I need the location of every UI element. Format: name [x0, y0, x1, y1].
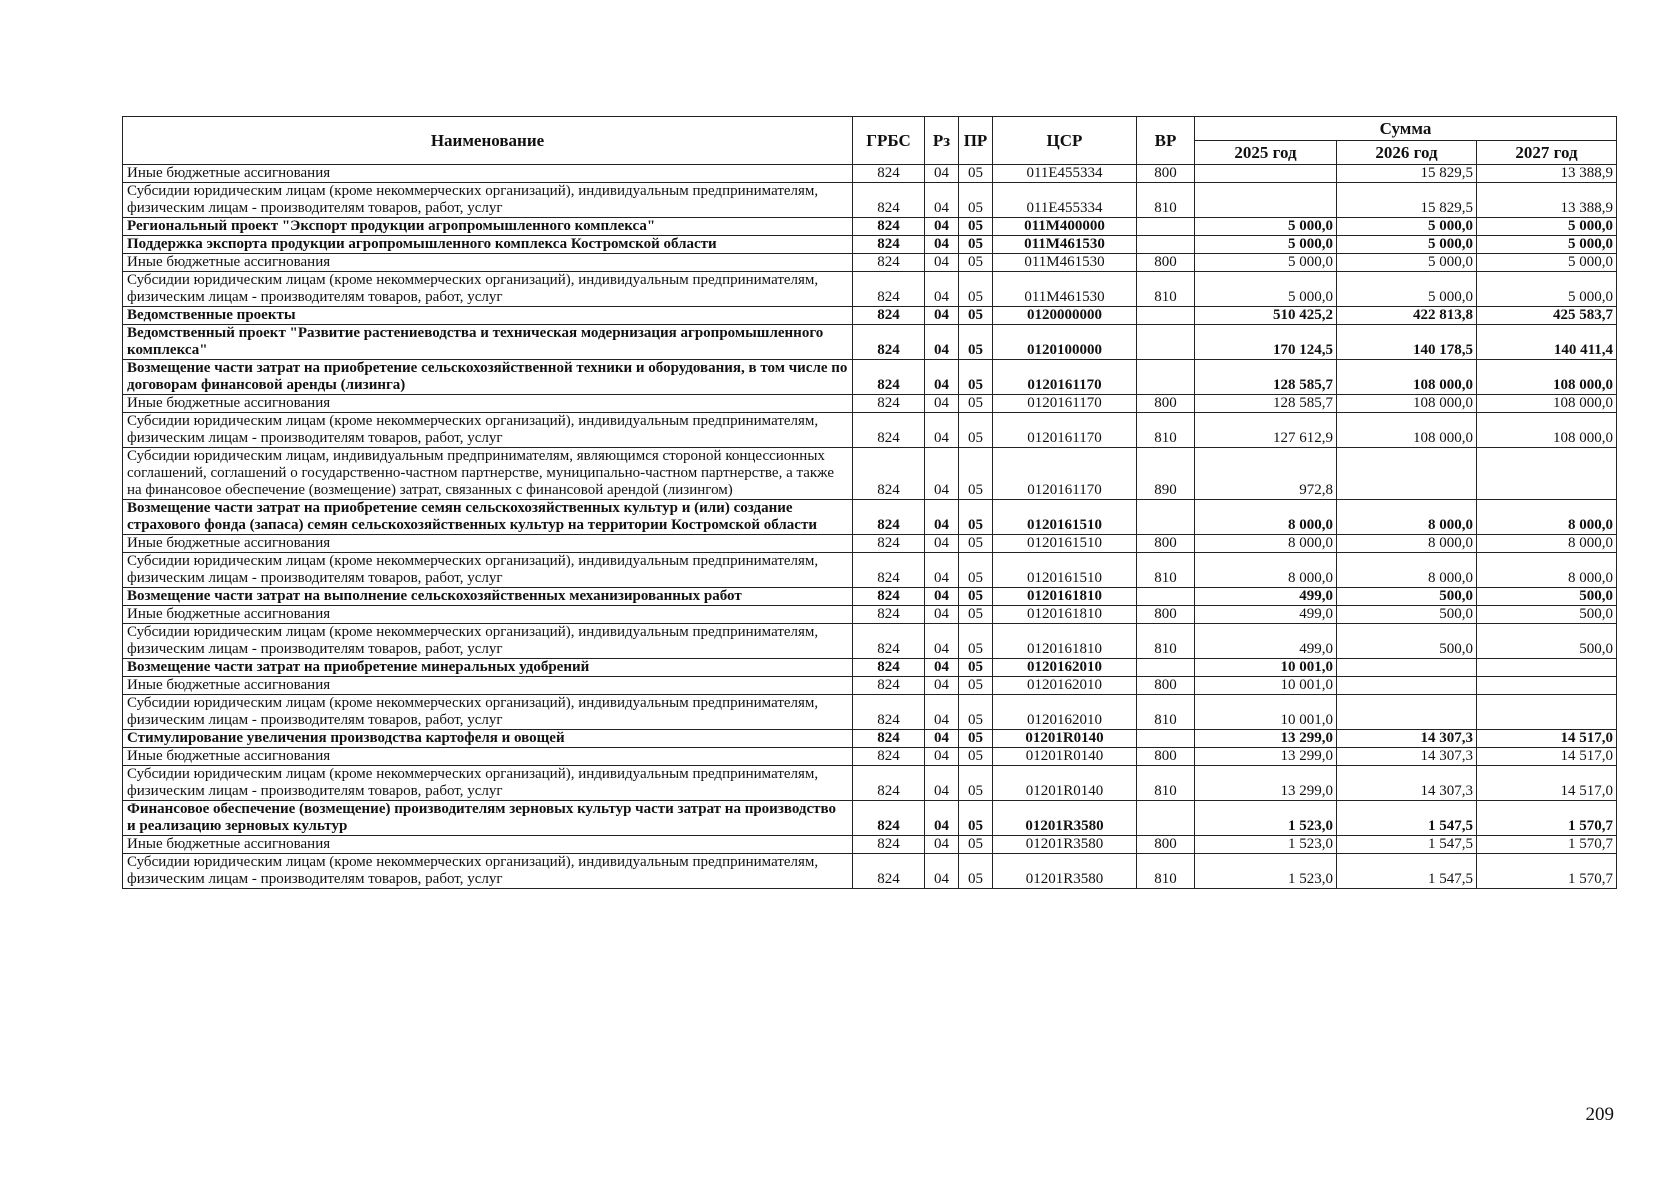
cell-sum-2025: 10 001,0: [1195, 695, 1337, 730]
table-row: [123, 606, 1617, 624]
page-number: 209: [1585, 1104, 1614, 1125]
cell-pr: 05: [959, 535, 993, 553]
cell-grbs: 824: [853, 307, 925, 325]
table-row: [123, 236, 1617, 254]
cell-rz: 04: [925, 677, 959, 695]
cell-vr: 810: [1137, 695, 1195, 730]
cell-pr: 05: [959, 307, 993, 325]
cell-name: Субсидии юридическим лицам (кроме некоммерческих организаций), индивидуальным предпринимателям, физическим лицам - производителям товаров, работ, услуг: [123, 413, 853, 448]
cell-vr: 890: [1137, 448, 1195, 500]
cell-pr: 05: [959, 854, 993, 889]
cell-sum-2027: 5 000,0: [1477, 218, 1617, 236]
cell-csr: 01201R3580: [993, 836, 1137, 854]
table-row: [123, 218, 1617, 236]
cell-name: Поддержка экспорта продукции агропромышленного комплекса Костромской области: [123, 236, 853, 254]
cell-sum-2026: 422 813,8: [1337, 307, 1477, 325]
cell-name: Стимулирование увеличения производства картофеля и овощей: [123, 730, 853, 748]
cell-sum-2026: 108 000,0: [1337, 360, 1477, 395]
cell-name: Ведомственный проект "Развитие растениеводства и техническая модернизация агропромышленного комплекса": [123, 325, 853, 360]
budget-table: [122, 116, 1617, 889]
cell-pr: 05: [959, 766, 993, 801]
cell-name: Возмещение части затрат на выполнение сельскохозяйственных механизированных работ: [123, 588, 853, 606]
cell-sum-2027: 140 411,4: [1477, 325, 1617, 360]
cell-csr: 011E455334: [993, 165, 1137, 183]
table-row: [123, 659, 1617, 677]
table-row: [123, 535, 1617, 553]
cell-grbs: 824: [853, 801, 925, 836]
cell-name: Ведомственные проекты: [123, 307, 853, 325]
cell-vr: [1137, 500, 1195, 535]
cell-vr: 800: [1137, 535, 1195, 553]
cell-vr: 810: [1137, 183, 1195, 218]
cell-sum-2026: 140 178,5: [1337, 325, 1477, 360]
cell-sum-2026: [1337, 677, 1477, 695]
cell-sum-2027: [1477, 448, 1617, 500]
cell-sum-2027: 108 000,0: [1477, 360, 1617, 395]
cell-grbs: 824: [853, 659, 925, 677]
cell-vr: 800: [1137, 748, 1195, 766]
cell-pr: 05: [959, 272, 993, 307]
table-row: [123, 272, 1617, 307]
cell-sum-2025: 13 299,0: [1195, 766, 1337, 801]
cell-rz: 04: [925, 695, 959, 730]
table-row: [123, 448, 1617, 500]
cell-rz: 04: [925, 395, 959, 413]
cell-vr: [1137, 588, 1195, 606]
cell-sum-2025: 128 585,7: [1195, 395, 1337, 413]
table-row: [123, 730, 1617, 748]
cell-grbs: 824: [853, 854, 925, 889]
cell-name: Субсидии юридическим лицам, индивидуальным предпринимателям, являющимся стороной концессионных соглашений, соглашений о государственно-частном партнерстве, муниципально-частном партнерстве, а также на финансовое обеспечение (возмещение) затрат, связанных с финансовой арендой (лизингом): [123, 448, 853, 500]
cell-sum-2027: [1477, 659, 1617, 677]
cell-name: Иные бюджетные ассигнования: [123, 748, 853, 766]
cell-sum-2026: 1 547,5: [1337, 836, 1477, 854]
cell-rz: 04: [925, 836, 959, 854]
cell-sum-2027: [1477, 677, 1617, 695]
cell-csr: 0120162010: [993, 659, 1137, 677]
cell-sum-2025: 5 000,0: [1195, 218, 1337, 236]
cell-rz: 04: [925, 448, 959, 500]
cell-csr: 0120161170: [993, 395, 1137, 413]
cell-pr: 05: [959, 730, 993, 748]
cell-sum-2025: 499,0: [1195, 624, 1337, 659]
cell-vr: 810: [1137, 553, 1195, 588]
cell-sum-2027: 500,0: [1477, 606, 1617, 624]
cell-sum-2027: 13 388,9: [1477, 165, 1617, 183]
table-row: [123, 395, 1617, 413]
cell-sum-2027: 14 517,0: [1477, 766, 1617, 801]
cell-grbs: 824: [853, 730, 925, 748]
cell-rz: 04: [925, 183, 959, 218]
cell-name: Иные бюджетные ассигнования: [123, 535, 853, 553]
cell-rz: 04: [925, 606, 959, 624]
cell-vr: [1137, 218, 1195, 236]
cell-csr: 0120161510: [993, 535, 1137, 553]
cell-vr: [1137, 801, 1195, 836]
cell-csr: 01201R0140: [993, 748, 1137, 766]
cell-sum-2026: 15 829,5: [1337, 183, 1477, 218]
table-row: [123, 413, 1617, 448]
cell-name: Иные бюджетные ассигнования: [123, 254, 853, 272]
cell-sum-2025: 1 523,0: [1195, 836, 1337, 854]
cell-sum-2025: 499,0: [1195, 588, 1337, 606]
cell-rz: 04: [925, 624, 959, 659]
cell-sum-2025: 10 001,0: [1195, 677, 1337, 695]
cell-vr: 810: [1137, 624, 1195, 659]
table-row: [123, 307, 1617, 325]
table-row: [123, 500, 1617, 535]
cell-grbs: 824: [853, 218, 925, 236]
cell-sum-2026: 8 000,0: [1337, 535, 1477, 553]
cell-sum-2026: 8 000,0: [1337, 500, 1477, 535]
cell-sum-2027: 14 517,0: [1477, 730, 1617, 748]
table-row: [123, 677, 1617, 695]
cell-pr: 05: [959, 659, 993, 677]
cell-sum-2026: 108 000,0: [1337, 413, 1477, 448]
table-row: [123, 588, 1617, 606]
cell-sum-2026: 1 547,5: [1337, 854, 1477, 889]
cell-rz: 04: [925, 535, 959, 553]
cell-name: Субсидии юридическим лицам (кроме некоммерческих организаций), индивидуальным предпринимателям, физическим лицам - производителям товаров, работ, услуг: [123, 183, 853, 218]
cell-rz: 04: [925, 360, 959, 395]
cell-rz: 04: [925, 236, 959, 254]
cell-pr: 05: [959, 748, 993, 766]
cell-sum-2027: 5 000,0: [1477, 254, 1617, 272]
cell-sum-2025: 499,0: [1195, 606, 1337, 624]
table-row: [123, 165, 1617, 183]
cell-pr: 05: [959, 588, 993, 606]
cell-csr: 0120161810: [993, 624, 1137, 659]
cell-rz: 04: [925, 730, 959, 748]
cell-sum-2025: 8 000,0: [1195, 553, 1337, 588]
cell-vr: [1137, 325, 1195, 360]
cell-name: Иные бюджетные ассигнования: [123, 677, 853, 695]
cell-pr: 05: [959, 165, 993, 183]
cell-name: Иные бюджетные ассигнования: [123, 836, 853, 854]
table-row: [123, 325, 1617, 360]
cell-sum-2025: 5 000,0: [1195, 236, 1337, 254]
cell-grbs: 824: [853, 836, 925, 854]
cell-pr: 05: [959, 218, 993, 236]
cell-csr: 0120162010: [993, 695, 1137, 730]
cell-vr: [1137, 307, 1195, 325]
cell-grbs: 824: [853, 236, 925, 254]
cell-grbs: 824: [853, 413, 925, 448]
cell-csr: 0120161810: [993, 588, 1137, 606]
cell-sum-2026: 5 000,0: [1337, 272, 1477, 307]
cell-sum-2025: 1 523,0: [1195, 801, 1337, 836]
header-rz: Рз: [925, 117, 959, 165]
cell-grbs: 824: [853, 748, 925, 766]
cell-sum-2026: 108 000,0: [1337, 395, 1477, 413]
cell-vr: 800: [1137, 677, 1195, 695]
cell-sum-2027: [1477, 695, 1617, 730]
cell-rz: 04: [925, 254, 959, 272]
table-row: [123, 695, 1617, 730]
cell-rz: 04: [925, 766, 959, 801]
cell-grbs: 824: [853, 695, 925, 730]
cell-sum-2026: [1337, 448, 1477, 500]
cell-vr: [1137, 730, 1195, 748]
cell-name: Региональный проект "Экспорт продукции агропромышленного комплекса": [123, 218, 853, 236]
cell-vr: 810: [1137, 272, 1195, 307]
cell-sum-2026: 500,0: [1337, 606, 1477, 624]
cell-name: Субсидии юридическим лицам (кроме некоммерческих организаций), индивидуальным предпринимателям, физическим лицам - производителям товаров, работ, услуг: [123, 766, 853, 801]
cell-rz: 04: [925, 218, 959, 236]
cell-rz: 04: [925, 801, 959, 836]
cell-sum-2027: 13 388,9: [1477, 183, 1617, 218]
cell-sum-2027: 14 517,0: [1477, 748, 1617, 766]
table-body: [123, 165, 1617, 889]
cell-pr: 05: [959, 500, 993, 535]
cell-rz: 04: [925, 659, 959, 677]
cell-sum-2027: 1 570,7: [1477, 836, 1617, 854]
cell-sum-2027: 425 583,7: [1477, 307, 1617, 325]
cell-name: Возмещение части затрат на приобретение семян сельскохозяйственных культур и (или) создание страхового фонда (запаса) семян сельскохозяйственных культур на территории Костромской области: [123, 500, 853, 535]
cell-sum-2026: [1337, 659, 1477, 677]
cell-grbs: 824: [853, 165, 925, 183]
table-header: [123, 117, 1617, 165]
cell-sum-2027: 108 000,0: [1477, 413, 1617, 448]
cell-csr: 0120161170: [993, 360, 1137, 395]
cell-sum-2025: 13 299,0: [1195, 730, 1337, 748]
cell-pr: 05: [959, 325, 993, 360]
header-vr: ВР: [1137, 117, 1195, 165]
cell-csr: 01201R3580: [993, 801, 1137, 836]
cell-vr: [1137, 236, 1195, 254]
cell-grbs: 824: [853, 272, 925, 307]
cell-vr: 800: [1137, 606, 1195, 624]
header-year-2027: 2027 год: [1477, 141, 1617, 165]
cell-rz: 04: [925, 272, 959, 307]
cell-rz: 04: [925, 854, 959, 889]
cell-csr: 01201R0140: [993, 766, 1137, 801]
cell-name: Субсидии юридическим лицам (кроме некоммерческих организаций), индивидуальным предпринимателям, физическим лицам - производителям товаров, работ, услуг: [123, 624, 853, 659]
cell-sum-2025: 10 001,0: [1195, 659, 1337, 677]
cell-pr: 05: [959, 254, 993, 272]
cell-sum-2027: 500,0: [1477, 624, 1617, 659]
cell-csr: 0120161510: [993, 500, 1137, 535]
cell-vr: 810: [1137, 854, 1195, 889]
cell-pr: 05: [959, 413, 993, 448]
cell-pr: 05: [959, 606, 993, 624]
cell-sum-2026: 500,0: [1337, 588, 1477, 606]
cell-sum-2025: 5 000,0: [1195, 254, 1337, 272]
cell-vr: 800: [1137, 254, 1195, 272]
cell-name: Иные бюджетные ассигнования: [123, 395, 853, 413]
cell-sum-2025: 510 425,2: [1195, 307, 1337, 325]
cell-vr: 810: [1137, 413, 1195, 448]
header-pr: ПР: [959, 117, 993, 165]
cell-pr: 05: [959, 360, 993, 395]
header-csr: ЦСР: [993, 117, 1137, 165]
header-sum: Сумма: [1195, 117, 1617, 141]
cell-rz: 04: [925, 413, 959, 448]
cell-grbs: 824: [853, 395, 925, 413]
cell-pr: 05: [959, 836, 993, 854]
cell-rz: 04: [925, 588, 959, 606]
cell-grbs: 824: [853, 766, 925, 801]
cell-pr: 05: [959, 395, 993, 413]
table-row: [123, 854, 1617, 889]
cell-csr: 011M461530: [993, 236, 1137, 254]
cell-name: Субсидии юридическим лицам (кроме некоммерческих организаций), индивидуальным предпринимателям, физическим лицам - производителям товаров, работ, услуг: [123, 553, 853, 588]
table-row: [123, 836, 1617, 854]
cell-name: Возмещение части затрат на приобретение сельскохозяйственной техники и оборудования, в том числе по договорам финансовой аренды (лизинга): [123, 360, 853, 395]
cell-csr: 01201R0140: [993, 730, 1137, 748]
table-row: [123, 360, 1617, 395]
cell-vr: [1137, 360, 1195, 395]
cell-csr: 0120162010: [993, 677, 1137, 695]
cell-name: Субсидии юридическим лицам (кроме некоммерческих организаций), индивидуальным предпринимателям, физическим лицам - производителям товаров, работ, услуг: [123, 854, 853, 889]
cell-csr: 0120100000: [993, 325, 1137, 360]
cell-name: Финансовое обеспечение (возмещение) производителям зерновых культур части затрат на производство и реализацию зерновых культур: [123, 801, 853, 836]
cell-sum-2025: 1 523,0: [1195, 854, 1337, 889]
cell-csr: 0120000000: [993, 307, 1137, 325]
cell-rz: 04: [925, 165, 959, 183]
header-year-2026: 2026 год: [1337, 141, 1477, 165]
cell-sum-2025: [1195, 165, 1337, 183]
cell-pr: 05: [959, 677, 993, 695]
cell-name: Иные бюджетные ассигнования: [123, 606, 853, 624]
cell-sum-2025: 972,8: [1195, 448, 1337, 500]
cell-sum-2026: 15 829,5: [1337, 165, 1477, 183]
cell-pr: 05: [959, 624, 993, 659]
cell-sum-2025: 5 000,0: [1195, 272, 1337, 307]
cell-rz: 04: [925, 748, 959, 766]
cell-rz: 04: [925, 325, 959, 360]
cell-sum-2026: 1 547,5: [1337, 801, 1477, 836]
cell-sum-2026: 14 307,3: [1337, 748, 1477, 766]
cell-sum-2027: 5 000,0: [1477, 272, 1617, 307]
cell-pr: 05: [959, 553, 993, 588]
cell-sum-2027: 1 570,7: [1477, 854, 1617, 889]
cell-csr: 011E455334: [993, 183, 1137, 218]
cell-vr: 800: [1137, 395, 1195, 413]
cell-sum-2027: 500,0: [1477, 588, 1617, 606]
cell-csr: 011M461530: [993, 272, 1137, 307]
cell-sum-2027: 1 570,7: [1477, 801, 1617, 836]
cell-csr: 0120161170: [993, 448, 1137, 500]
cell-name: Возмещение части затрат на приобретение минеральных удобрений: [123, 659, 853, 677]
cell-sum-2027: 8 000,0: [1477, 535, 1617, 553]
cell-csr: 0120161810: [993, 606, 1137, 624]
cell-grbs: 824: [853, 606, 925, 624]
table-row: [123, 183, 1617, 218]
cell-sum-2025: [1195, 183, 1337, 218]
cell-sum-2025: 13 299,0: [1195, 748, 1337, 766]
cell-csr: 01201R3580: [993, 854, 1137, 889]
cell-sum-2026: [1337, 695, 1477, 730]
table-row: [123, 766, 1617, 801]
cell-sum-2026: 14 307,3: [1337, 766, 1477, 801]
cell-sum-2027: 5 000,0: [1477, 236, 1617, 254]
cell-rz: 04: [925, 307, 959, 325]
cell-rz: 04: [925, 553, 959, 588]
table-row: [123, 254, 1617, 272]
cell-grbs: 824: [853, 535, 925, 553]
table-row: [123, 624, 1617, 659]
cell-vr: 800: [1137, 836, 1195, 854]
cell-pr: 05: [959, 801, 993, 836]
cell-sum-2027: 108 000,0: [1477, 395, 1617, 413]
table-row: [123, 748, 1617, 766]
cell-pr: 05: [959, 236, 993, 254]
cell-sum-2026: 8 000,0: [1337, 553, 1477, 588]
cell-grbs: 824: [853, 183, 925, 218]
header-year-2025: 2025 год: [1195, 141, 1337, 165]
cell-sum-2027: 8 000,0: [1477, 500, 1617, 535]
cell-sum-2026: 5 000,0: [1337, 236, 1477, 254]
cell-rz: 04: [925, 500, 959, 535]
table-row: [123, 553, 1617, 588]
cell-sum-2026: 14 307,3: [1337, 730, 1477, 748]
cell-grbs: 824: [853, 360, 925, 395]
cell-grbs: 824: [853, 254, 925, 272]
cell-grbs: 824: [853, 588, 925, 606]
cell-pr: 05: [959, 183, 993, 218]
header-grbs: ГРБС: [853, 117, 925, 165]
cell-csr: 011M461530: [993, 254, 1137, 272]
header-name: Наименование: [123, 117, 853, 165]
cell-sum-2027: 8 000,0: [1477, 553, 1617, 588]
cell-name: Иные бюджетные ассигнования: [123, 165, 853, 183]
cell-grbs: 824: [853, 448, 925, 500]
cell-vr: [1137, 659, 1195, 677]
cell-sum-2026: 500,0: [1337, 624, 1477, 659]
cell-sum-2025: 170 124,5: [1195, 325, 1337, 360]
cell-pr: 05: [959, 448, 993, 500]
cell-grbs: 824: [853, 500, 925, 535]
cell-grbs: 824: [853, 624, 925, 659]
cell-csr: 0120161510: [993, 553, 1137, 588]
cell-vr: 810: [1137, 766, 1195, 801]
cell-sum-2025: 127 612,9: [1195, 413, 1337, 448]
cell-csr: 011M400000: [993, 218, 1137, 236]
cell-vr: 800: [1137, 165, 1195, 183]
cell-pr: 05: [959, 695, 993, 730]
cell-grbs: 824: [853, 553, 925, 588]
cell-csr: 0120161170: [993, 413, 1137, 448]
cell-sum-2026: 5 000,0: [1337, 218, 1477, 236]
cell-sum-2025: 128 585,7: [1195, 360, 1337, 395]
cell-sum-2025: 8 000,0: [1195, 535, 1337, 553]
table-row: [123, 801, 1617, 836]
cell-sum-2025: 8 000,0: [1195, 500, 1337, 535]
cell-grbs: 824: [853, 325, 925, 360]
cell-name: Субсидии юридическим лицам (кроме некоммерческих организаций), индивидуальным предпринимателям, физическим лицам - производителям товаров, работ, услуг: [123, 272, 853, 307]
cell-sum-2026: 5 000,0: [1337, 254, 1477, 272]
cell-grbs: 824: [853, 677, 925, 695]
cell-name: Субсидии юридическим лицам (кроме некоммерческих организаций), индивидуальным предпринимателям, физическим лицам - производителям товаров, работ, услуг: [123, 695, 853, 730]
